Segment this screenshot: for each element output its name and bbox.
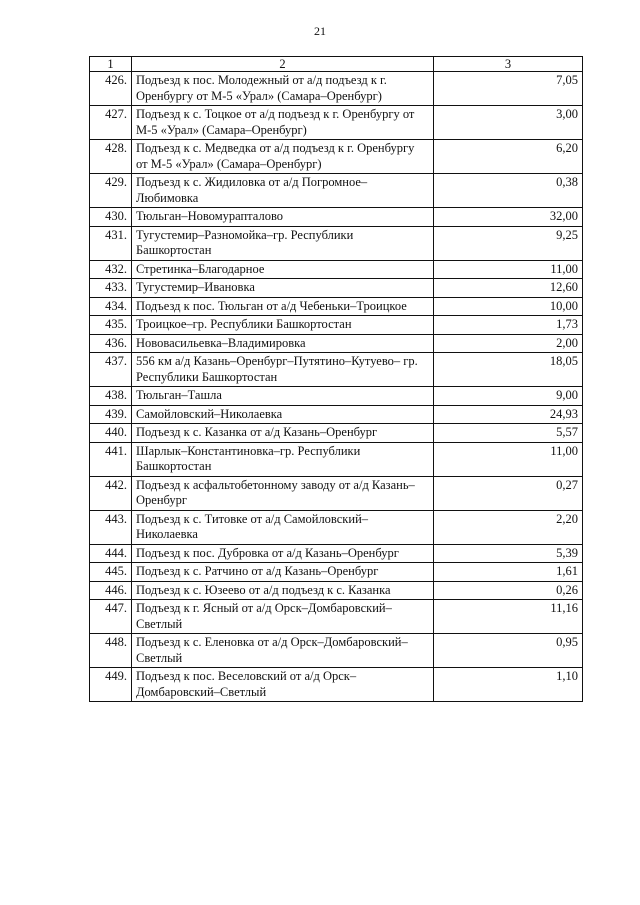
row-number: 444.: [90, 544, 132, 563]
table-row: [90, 260, 583, 279]
row-number: 433.: [90, 279, 132, 298]
row-number: 429.: [90, 174, 132, 208]
road-name: Подъезд к с. Жидиловка от а/д Погромное–Любимовка: [132, 174, 434, 208]
road-name: Тюльган–Новомурапталово: [132, 208, 434, 227]
table-row: [90, 600, 583, 634]
road-name: Троицкое–гр. Республики Башкортостан: [132, 316, 434, 335]
road-name: Стретинка–Благодарное: [132, 260, 434, 279]
road-name: Подъезд к пос. Тюльган от а/д Чебеньки–Троицкое: [132, 297, 434, 316]
row-number: 431.: [90, 226, 132, 260]
row-number: 445.: [90, 563, 132, 582]
road-length-value: 10,00: [434, 297, 583, 316]
table-row: [90, 387, 583, 406]
row-number: 439.: [90, 405, 132, 424]
road-name: Подъезд к с. Ратчино от а/д Казань–Оренбург: [132, 563, 434, 582]
row-number: 426.: [90, 72, 132, 106]
road-name: Подъезд к г. Ясный от а/д Орск–Домбаровский–Светлый: [132, 600, 434, 634]
column-header-value: 3: [434, 57, 583, 72]
table-row: [90, 174, 583, 208]
road-name: Подъезд к с. Титовке от а/д Самойловский–Николаевка: [132, 510, 434, 544]
table-header-row: [90, 57, 583, 72]
row-number: 427.: [90, 106, 132, 140]
road-name: Подъезд к пос. Дубровка от а/д Казань–Оренбург: [132, 544, 434, 563]
row-number: 443.: [90, 510, 132, 544]
table-row: [90, 563, 583, 582]
road-name: Подъезд к с. Казанка от а/д Казань–Оренбург: [132, 424, 434, 443]
road-name: Подъезд к пос. Молодежный от а/д подъезд к г. Оренбургу от М-5 «Урал» (Самара–Оренбург): [132, 72, 434, 106]
road-length-value: 3,00: [434, 106, 583, 140]
road-length-value: 1,10: [434, 668, 583, 702]
table-row: [90, 442, 583, 476]
row-number: 448.: [90, 634, 132, 668]
page-number: 21: [314, 24, 326, 38]
table-row: [90, 424, 583, 443]
road-length-value: 5,39: [434, 544, 583, 563]
road-name: Нововасильевка–Владимировка: [132, 334, 434, 353]
row-number: 447.: [90, 600, 132, 634]
road-name: Подъезд к с. Тоцкое от а/д подъезд к г. Оренбургу от М-5 «Урал» (Самара–Оренбург): [132, 106, 434, 140]
row-number: 446.: [90, 581, 132, 600]
road-name: Тугустемир–Ивановка: [132, 279, 434, 298]
road-length-value: 18,05: [434, 353, 583, 387]
road-name: Тюльган–Ташла: [132, 387, 434, 406]
table-row: [90, 140, 583, 174]
table-row: [90, 334, 583, 353]
road-name: 556 км а/д Казань–Оренбург–Путятино–Кутуево– гр. Республики Башкортостан: [132, 353, 434, 387]
column-header-name: 2: [132, 57, 434, 72]
table-row: [90, 316, 583, 335]
road-length-value: 11,16: [434, 600, 583, 634]
road-length-value: 0,26: [434, 581, 583, 600]
row-number: 428.: [90, 140, 132, 174]
road-length-value: 11,00: [434, 260, 583, 279]
table-row: [90, 208, 583, 227]
row-number: 441.: [90, 442, 132, 476]
row-number: 436.: [90, 334, 132, 353]
row-number: 435.: [90, 316, 132, 335]
road-name: Подъезд к пос. Веселовский от а/д Орск–Домбаровский–Светлый: [132, 668, 434, 702]
road-name: Подъезд к асфальтобетонному заводу от а/д Казань–Оренбург: [132, 476, 434, 510]
table-row: [90, 668, 583, 702]
road-name: Тугустемир–Разномойка–гр. Республики Башкортостан: [132, 226, 434, 260]
row-number: 440.: [90, 424, 132, 443]
road-length-value: 5,57: [434, 424, 583, 443]
table-row: [90, 226, 583, 260]
row-number: 432.: [90, 260, 132, 279]
row-number: 449.: [90, 668, 132, 702]
row-number: 442.: [90, 476, 132, 510]
row-number: 437.: [90, 353, 132, 387]
table-row: [90, 544, 583, 563]
road-length-value: 2,20: [434, 510, 583, 544]
table-row: [90, 279, 583, 298]
road-length-value: 6,20: [434, 140, 583, 174]
row-number: 434.: [90, 297, 132, 316]
row-number: 430.: [90, 208, 132, 227]
table-row: [90, 353, 583, 387]
road-length-value: 1,73: [434, 316, 583, 335]
road-length-value: 2,00: [434, 334, 583, 353]
road-length-value: 0,38: [434, 174, 583, 208]
road-length-value: 9,25: [434, 226, 583, 260]
road-length-value: 12,60: [434, 279, 583, 298]
table-row: [90, 634, 583, 668]
road-length-value: 0,27: [434, 476, 583, 510]
table-row: [90, 405, 583, 424]
road-length-value: 7,05: [434, 72, 583, 106]
table-row: [90, 510, 583, 544]
column-header-number: 1: [90, 57, 132, 72]
road-length-value: 11,00: [434, 442, 583, 476]
table-row: [90, 106, 583, 140]
row-number: 438.: [90, 387, 132, 406]
table-row: [90, 581, 583, 600]
road-length-value: 0,95: [434, 634, 583, 668]
road-name: Самойловский–Николаевка: [132, 405, 434, 424]
road-length-value: 1,61: [434, 563, 583, 582]
table-row: [90, 476, 583, 510]
table-row: [90, 72, 583, 106]
table-row: [90, 297, 583, 316]
road-length-value: 24,93: [434, 405, 583, 424]
road-name: Подъезд к с. Юзеево от а/д подъезд к с. Казанка: [132, 581, 434, 600]
road-name: Подъезд к с. Еленовка от а/д Орск–Домбаровский–Светлый: [132, 634, 434, 668]
roads-table: [89, 56, 583, 702]
road-length-value: 9,00: [434, 387, 583, 406]
road-name: Подъезд к с. Медведка от а/д подъезд к г. Оренбургу от М-5 «Урал» (Самара–Оренбург): [132, 140, 434, 174]
road-name: Шарлык–Константиновка–гр. Республики Башкортостан: [132, 442, 434, 476]
road-length-value: 32,00: [434, 208, 583, 227]
